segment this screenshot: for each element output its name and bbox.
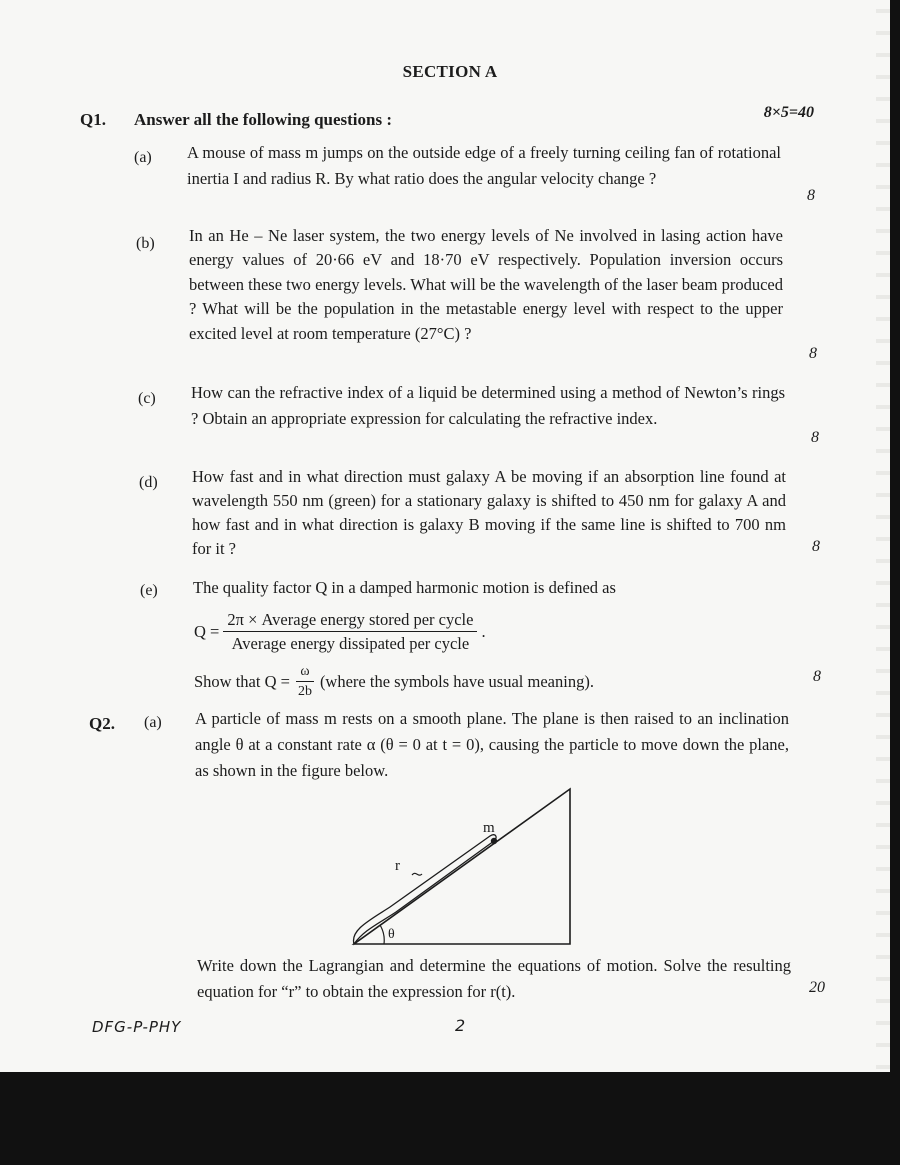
show-post: (where the symbols have usual meaning). <box>319 672 594 691</box>
formula-end: . <box>481 622 486 641</box>
show-that-line <box>194 664 594 700</box>
q1c-text: How can the refractive index of a liquid be determined using a method of Newton’s rings ? Obtain an appropriate expression for calculating the refractive index. <box>191 383 785 428</box>
tube-outline <box>353 835 496 944</box>
show-denominator: 2b <box>297 684 312 699</box>
q2a-marks: 20 <box>809 979 825 996</box>
q1a-marks: 8 <box>807 187 815 204</box>
q1a-label: (a) <box>134 149 152 166</box>
q2a-label: (a) <box>144 714 162 731</box>
torn-edge <box>876 0 890 1072</box>
q1-total-marks: 8×5=40 <box>763 104 814 121</box>
section-title: SECTION A <box>402 62 498 81</box>
incline-triangle <box>354 789 570 944</box>
q1d-text: How fast and in what direction must galaxy A be moving if an absorption line found at wavelength 550 nm (green) for a stationary galaxy is shifted to 450 nm for galaxy A and how fast and in what direction is galaxy B moving if the same line is shifted to 700 nm for it ? <box>192 467 786 558</box>
q2a-text: A particle of mass m rests on a smooth plane. The plane is then raised to an inclination angle θ at a constant rate α (θ = 0 at t = 0), causing the particle to move down the plane, as shown in the figure below. <box>195 709 789 780</box>
formula-fraction <box>223 610 477 654</box>
q-factor-formula <box>194 610 486 654</box>
show-fraction <box>294 664 316 700</box>
q1b-label: (b) <box>136 235 155 252</box>
q1c-marks: 8 <box>811 429 819 446</box>
q1d-label: (d) <box>139 474 158 491</box>
r-bracket <box>412 873 422 875</box>
q1d-marks: 8 <box>812 538 820 555</box>
q1-heading: Answer all the following questions : <box>134 110 393 129</box>
q1e-label: (e) <box>140 582 158 599</box>
formula-denominator: Average energy dissipated per cycle <box>231 634 470 653</box>
q1c-label: (c) <box>138 390 156 407</box>
q1-number: Q1. <box>80 110 106 129</box>
show-pre: Show that Q = <box>194 672 290 691</box>
q1b-text: In an He – Ne laser system, the two energy levels of Ne involved in lasing action have energy values of 20·66 eV and 18·70 eV respectively. Population inversion occurs between these two energy levels. What will be the wavelength of the laser beam produced ? What will be the population in the metastable energy level with respect to the upper excited level at room temperature (27°C) ? <box>189 226 783 343</box>
r-label: r <box>395 858 400 874</box>
formula-numerator: 2π × Average energy stored per cycle <box>223 610 477 632</box>
show-numerator: ω <box>296 664 313 682</box>
q1e-marks: 8 <box>813 668 821 685</box>
paper-code: DFG-P-PHY <box>92 1018 182 1036</box>
q2a-text-2: Write down the Lagrangian and determine the equations of motion. Solve the resulting equation for “r” to obtain the expression for r(t). <box>197 956 791 1001</box>
mass-point <box>491 838 497 844</box>
mass-label: m <box>483 820 495 836</box>
q1b-marks: 8 <box>809 345 817 362</box>
inclined-plane-figure <box>340 780 580 950</box>
angle-arc <box>380 925 384 944</box>
q2-number: Q2. <box>89 714 115 733</box>
formula-lhs: Q = <box>194 622 220 641</box>
q1e-intro: The quality factor Q in a damped harmonic motion is defined as <box>193 578 616 597</box>
page-number: 2 <box>455 1016 466 1035</box>
q1a-text: A mouse of mass m jumps on the outside edge of a freely turning ceiling fan of rotational inertia I and radius R. By what ratio does the angular velocity change ? <box>187 143 781 188</box>
angle-label: θ <box>388 927 395 942</box>
